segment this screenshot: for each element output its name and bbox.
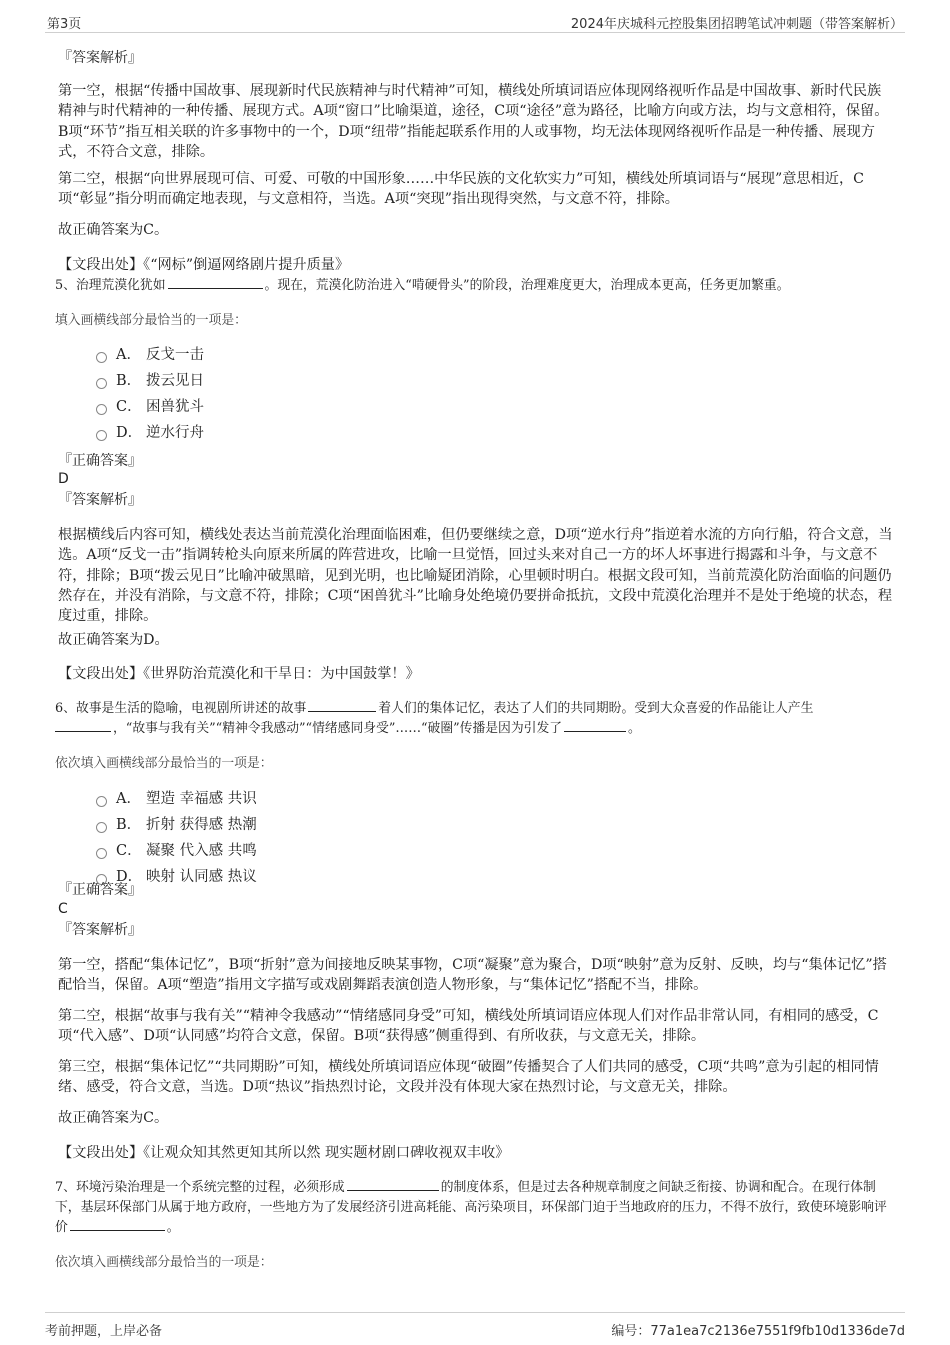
q4-source: 【文段出处】《“网标”倒逼网络剧片提升质量》	[58, 257, 350, 273]
q5-stem	[55, 276, 895, 296]
document-title: 2024年庆城科元控股集团招聘笔试冲刺题（带答案解析）	[570, 17, 903, 32]
q6-option-c[interactable]: C． 凝聚 代入感 共鸣	[96, 840, 257, 862]
q4-analysis-para-2: 第二空，根据“向世界展现可信、可爱、可敬的中国形象……中华民族的文化软实力”可知，横线处所填词语与“展现”意思相近，C项“彰显”指分明而确定地表现，与文意相符，当选。A项“突现”指出现得突然，与文意不符，排除。	[58, 171, 864, 208]
radio-button[interactable]	[96, 378, 107, 389]
q5-option-c[interactable]: C． 困兽犹斗	[96, 396, 204, 418]
q6-blank-1	[308, 699, 376, 712]
q6-analysis-para-2: 第二空，根据“故事与我有关”“精神令我感动”“情绪感同身受”可知，横线处所填词语应体现人们对作品非常认同，有相同的感受，C项“代入感”、D项“认同感”均符合文意，保留。B项“获得感”侧重得到、有所收获，与文意无关，排除。	[58, 1008, 879, 1045]
radio-button[interactable]	[96, 404, 107, 415]
q5-stem-after: 。现在，荒漠化防治进入“啃硬骨头”的阶段，治理难度更大，治理成本更高，任务更加繁重。	[264, 278, 790, 293]
radio-button[interactable]	[96, 796, 107, 807]
q5-conclusion: 故正确答案为D。	[58, 632, 169, 648]
q6-blank-3	[564, 719, 626, 732]
q5-analysis-para: 根据横线后内容可知，横线处表达当前荒漠化治理面临困难，但仍要继续之意，D项“逆水行舟”指逆着水流的方向行船，符合文意，当选。A项“反戈一击”指调转枪头向原来所属的阵营进攻，比喻一旦觉悟，回过头来对自己一方的坏人坏事进行揭露和斗争，与文意不符，排除；B项“拨云见日”比喻冲破黑暗，见到光明，也比喻疑团消除，心里顿时明白。根据文段可知，当前荒漠化防治面临的问题仍然存在，并没有消除，与文意不符，排除；C项“困兽犹斗”比喻身处绝境仍要拼命抵抗，文段中荒漠化治理并不是处于绝境的状态，程度过重，排除。	[58, 527, 893, 625]
q6-option-b[interactable]: B． 折射 获得感 热潮	[96, 814, 257, 836]
footer-slogan: 考前押题，上岸必备	[45, 1324, 163, 1339]
q6-answer: C	[58, 901, 68, 917]
q6-instruction: 依次填入画横线部分最恰当的一项是：	[55, 756, 273, 771]
q5-option-d[interactable]: D． 逆水行舟	[96, 422, 204, 444]
radio-button[interactable]	[96, 430, 107, 441]
q4-analysis-para-1: 第一空，根据“传播中国故事、展现新时代民族精神与时代精神”可知，横线处所填词语应体现网络视听作品是中国故事、新时代民族精神与时代精神的一种传播、展现方式。A项“窗口”比喻渠道，途径，C项“途径”意为路径，比喻方向或方法，均与文意相符，保留。B项“环节”指互相关联的许多事物中的一个，D项“纽带”指能起联系作用的人或事物，均无法体现网络视听作品是一种传播、展现方式，不符合文意，排除。	[58, 83, 889, 160]
document-id: 编号：77a1ea7c2136e7551f9fb10d1336de7d	[611, 1324, 905, 1339]
q6-blank-2	[55, 719, 111, 732]
q4-analysis-label: 『答案解析』	[58, 50, 142, 66]
q5-option-b[interactable]: B． 拨云见日	[96, 370, 204, 392]
q5-option-a[interactable]: A． 反戈一击	[96, 344, 204, 366]
q6-analysis-para-1: 第一空，搭配“集体记忆”，B项“折射”意为间接地反映某事物，C项“凝聚”意为聚合，D项“映射”意为反射、反映，均与“集体记忆”搭配恰当，保留。A项“塑造”指用文字描写或戏剧舞蹈表演创造人物形象，与“集体记忆”搭配不当，排除。	[58, 957, 887, 994]
q7-stem: 7、环境污染治理是一个系统完整的过程，必须形成 的制度体系，但是过去各种规章制度之间缺乏衔接、协调和配合。在现行体制下，基层环保部门从属于地方政府，一些地方为了发展经济引进高耗能、高污染项目，环保部门迫于当地政府的压力，不得不放行，致使环境影响评价 。	[55, 1180, 887, 1235]
q5-instruction: 填入画横线部分最恰当的一项是：	[55, 313, 247, 328]
q4-conclusion: 故正确答案为C。	[58, 222, 169, 238]
q5-answer-label: 『正确答案』	[58, 453, 142, 469]
q7-blank-1	[347, 1178, 439, 1191]
radio-button[interactable]	[96, 848, 107, 859]
q6-analysis-para-3: 第三空，根据“集体记忆”“共同期盼”可知，横线处所填词语应体现“破圈”传播契合了人们共同的感受，C项“共鸣”意为引起的相同情绪、感受，符合文意，当选。D项“热议”指热烈讨论，文段并没有体现大家在热烈讨论，与文意无关，排除。	[58, 1059, 879, 1096]
q5-answer: D	[58, 471, 69, 487]
q6-answer-label: 『正确答案』	[58, 882, 142, 898]
q5-stem-before: 5、治理荒漠化犹如	[55, 278, 166, 293]
q5-source: 【文段出处】《世界防治荒漠化和干旱日：为中国鼓掌！》	[58, 666, 420, 682]
q6-stem: 6、故事是生活的隐喻，电视剧所讲述的故事 着人们的集体记忆，表达了人们的共同期盼。受到大众喜爱的作品能让人产生 ，“故事与我有关”“精神令我感动”“情绪感同身受”……“破圈”传播是因为引发了 。	[55, 701, 814, 736]
radio-button[interactable]	[96, 352, 107, 363]
radio-button[interactable]	[96, 822, 107, 833]
q7-blank-2	[70, 1218, 165, 1231]
q6-analysis-label: 『答案解析』	[58, 922, 142, 938]
page-footer	[45, 1312, 905, 1343]
q5-analysis-label: 『答案解析』	[58, 492, 142, 508]
q6-conclusion: 故正确答案为C。	[58, 1110, 169, 1126]
q6-source: 【文段出处】《让观众知其然更知其所以然 现实题材剧口碑收视双丰收》	[58, 1145, 510, 1161]
page-header	[45, 10, 905, 33]
q5-blank	[168, 276, 263, 289]
q7-instruction: 依次填入画横线部分最恰当的一项是：	[55, 1255, 273, 1270]
page-number: 第3页	[47, 17, 82, 32]
q6-option-a[interactable]: A． 塑造 幸福感 共识	[96, 788, 257, 810]
q6-option-d[interactable]: D． 映射 认同感 热议	[96, 866, 257, 888]
